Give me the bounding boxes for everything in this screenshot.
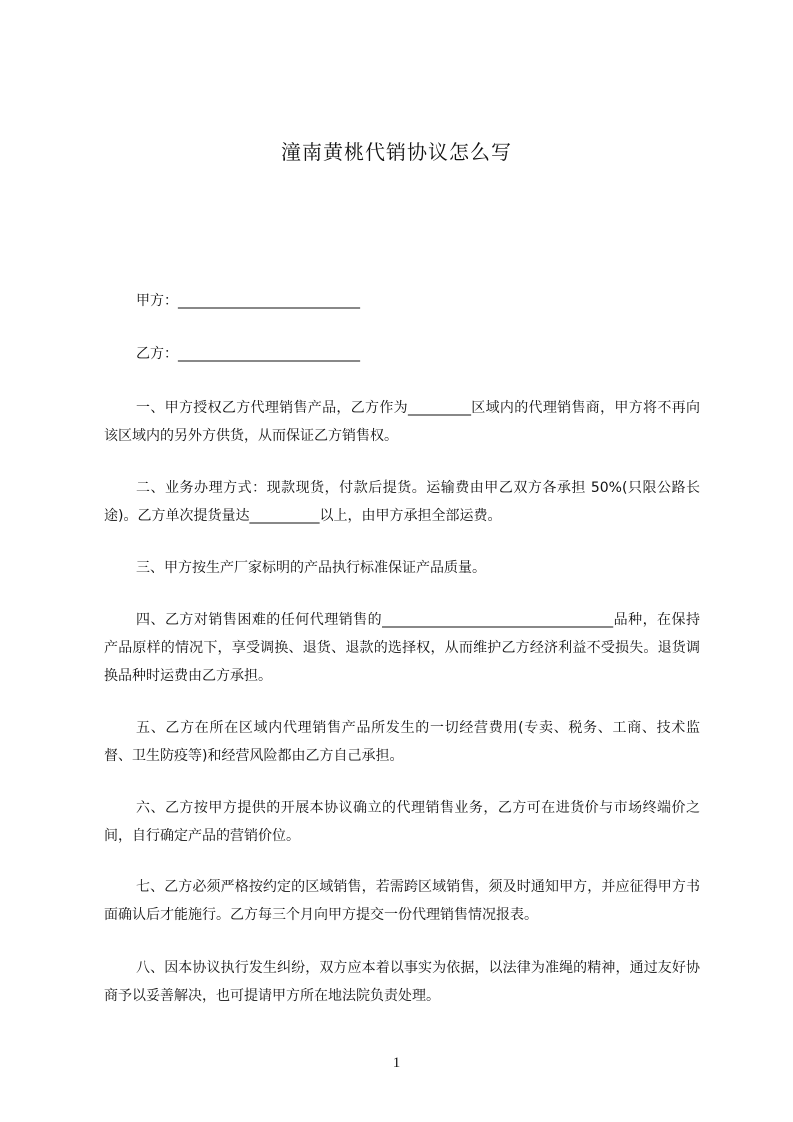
party-b-line: 乙方：__________________________: [136, 346, 360, 362]
page-number: 1: [392, 1055, 401, 1071]
document-title: 潼南黄桃代销协议怎么写: [281, 140, 512, 164]
clause-8: 八、因本协议执行发生纠纷，双方应本着以事实为依据，以法律为准绳的精神，通过友好协商予以妥善解决，也可提请甲方所在地法院负责处理。: [104, 960, 700, 1004]
clause-1: 一、甲方授权乙方代理销售产品，乙方作为_________区域内的代理销售商，甲方将不再向该区域内的另外方供货，从而保证乙方销售权。: [104, 400, 700, 444]
clause-7: 七、乙方必须严格按约定的区域销售，若需跨区域销售，须及时通知甲方，并应征得甲方书面确认后才能施行。乙方每三个月向甲方提交一份代理销售情况报表。: [104, 879, 700, 923]
party-a-line: 甲方：__________________________: [136, 293, 360, 309]
clause-6: 六、乙方按甲方提供的开展本协议确立的代理销售业务，乙方可在进货价与市场终端价之间，自行确定产品的营销价位。: [104, 800, 700, 844]
clause-2: 二、业务办理方式：现款现货，付款后提货。运输费由甲乙双方各承担 50%(只限公路长途)。乙方单次提货量达__________以上，由甲方承担全部运费。: [104, 480, 700, 524]
clause-3: 三、甲方按生产厂家标明的产品执行标准保证产品质量。: [136, 560, 486, 576]
clause-4: 四、乙方对销售困难的任何代理销售的_________________________________品种，在保持产品原样的情况下，享受调换、退货、退款的选择权，从而维护乙方经济利益不受损失。退货调换品种时运费由乙方承担。: [104, 612, 700, 684]
clause-5: 五、乙方在所在区域内代理销售产品所发生的一切经营费用(专卖、税务、工商、技术监督、卫生防疫等)和经营风险都由乙方自己承担。: [104, 720, 700, 764]
